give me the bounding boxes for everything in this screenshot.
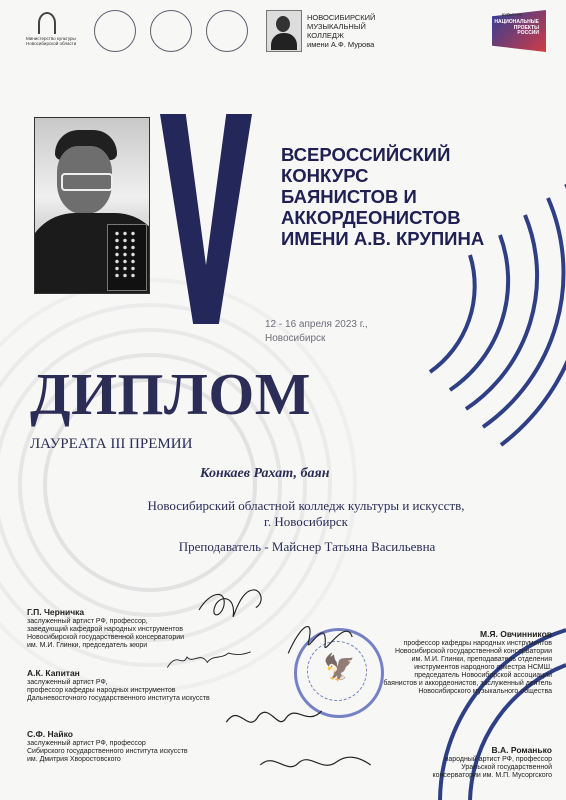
contest-title-line: ВСЕРОССИЙСКИЙ — [281, 144, 451, 165]
ministry-logo — [26, 10, 80, 50]
signature-nayko — [222, 700, 326, 740]
college-portrait-icon — [266, 10, 302, 52]
contest-title-line: БАЯНИСТОВ И — [281, 186, 417, 207]
jury-description: заслуженный артист РФ, профессор, заведующий кафедрой народных инструментов Новосибирской государственной консерватории им. М.И. Глинки, председатель жюри — [27, 618, 185, 649]
contest-title — [281, 144, 541, 249]
contest-logo-1 — [94, 10, 136, 52]
signature-romanko — [256, 748, 374, 782]
jury-member — [374, 629, 552, 696]
diploma-title: ДИПЛОМ — [30, 361, 311, 427]
college-logo — [266, 10, 375, 52]
contest-title-line: ИМЕНИ А.В. КРУПИНА — [281, 228, 485, 249]
jury-description: народный артист РФ, профессор Уральской государственной консерватории им. М.П. Мусоргского — [432, 756, 552, 779]
signature-ovchinnikov — [280, 607, 362, 667]
national-projects-label: НАЦИОНАЛЬНЫЕ ПРОЕКТЫ РОССИИ — [494, 19, 539, 36]
institution — [95, 498, 517, 530]
contest-logo-3 — [206, 10, 248, 52]
jury-name: Г.П. Черничка — [27, 607, 85, 617]
date-text: 12 - 16 апреля 2023 г., — [265, 319, 368, 330]
laureate-name: Конкаев Рахат, баян — [200, 466, 330, 481]
institution-line-1: Новосибирский областной колледж культуры и искусств, — [147, 498, 465, 513]
signature-kapitan — [164, 647, 256, 675]
accordion-icon — [107, 224, 147, 291]
college-name: НОВОСИБИРСКИЙ МУЗЫКАЛЬНЫЙ КОЛЛЕДЖ имени А.Ф. Мурова — [307, 13, 376, 49]
ministry-mark-icon — [38, 12, 56, 34]
jury-member — [27, 607, 217, 650]
national-projects-small: КУЛЬТУРА — [501, 12, 522, 17]
jury-description: заслуженный артист РФ, профессор Сибирского государственного института искусств им. Дмитрия Хворостовского — [27, 740, 188, 763]
contest-date — [265, 318, 368, 346]
jury-description: профессор кафедры народных инструментов Новосибирской государственной консерватории им. М.И. Глинки, преподаватель отделения инструментов народного оркестра НСМШ, председатель Новосибирской ассоциации баянистов и аккордеонистов, заслуженный деятель Новосибирского музыкального общества — [383, 640, 552, 695]
signature-chernichka — [190, 582, 280, 630]
jury-name: В.А. Романько — [491, 745, 552, 755]
header-logos — [26, 10, 375, 58]
contest-title-line: КОНКУРС — [281, 165, 369, 186]
jury-member — [27, 729, 207, 764]
krupin-portrait-photo — [34, 117, 150, 294]
prize-title: ЛАУРЕАТА III ПРЕМИИ — [30, 436, 193, 452]
contest-logo-2 — [150, 10, 192, 52]
national-projects-logo — [476, 10, 546, 52]
jury-name: С.Ф. Найко — [27, 729, 73, 739]
jury-name: М.Я. Овчинников — [479, 629, 552, 639]
city-text: Новосибирск — [265, 333, 326, 344]
jury-name: А.К. Капитан — [27, 668, 80, 678]
jury-member — [374, 745, 552, 780]
teacher: Преподаватель - Майснер Татьяна Васильевна — [178, 539, 436, 554]
ministry-text: Министерство культуры Новосибирской области — [26, 36, 77, 46]
contest-title-line: АККОРДЕОНИСТОВ — [281, 207, 461, 228]
jury-description: заслуженный артист РФ, профессор кафедры народных инструментов Дальневосточного государственного института искусств — [27, 679, 210, 702]
institution-line-2: г. Новосибирск — [263, 514, 348, 529]
portrait-glasses — [61, 173, 113, 191]
